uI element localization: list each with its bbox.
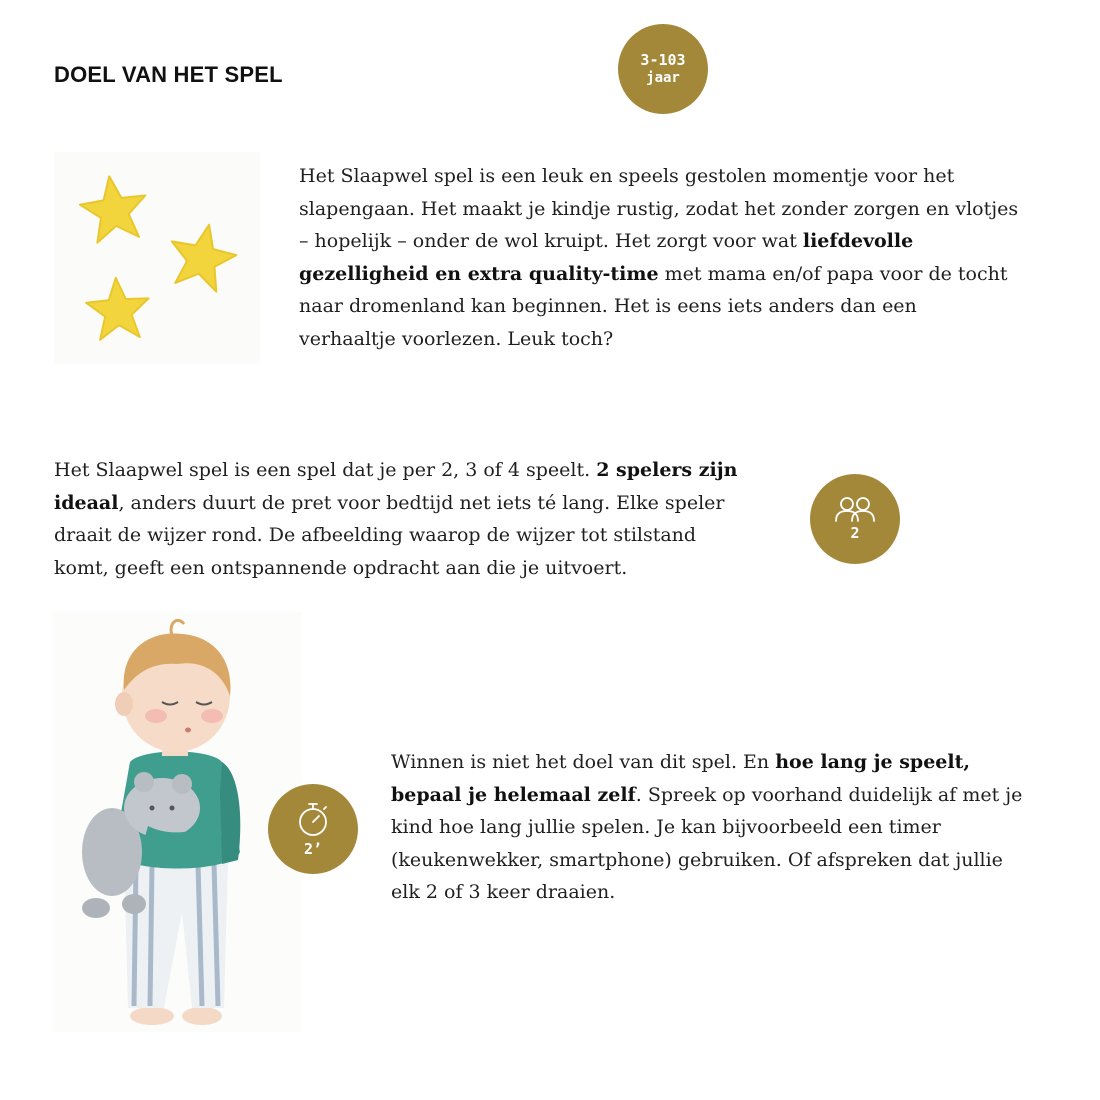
age-badge	[618, 24, 708, 114]
duration-emphasis: hoe lang je speelt, bepaal je helemaal zelf	[391, 751, 970, 806]
players-badge	[810, 474, 900, 564]
players-paragraph: Het Slaapwel spel is een spel dat je per 2, 3 of 4 speelt. 2 spelers zijn ideaal, anders duurt de pret voor bedtijd net iets té lang. Elke speler draait de wijzer rond. De afbeelding waarop de wijzer tot stilstand komt, geeft een ontspannende opdracht aan die je uitvoert.	[54, 459, 738, 579]
stars-illustration	[54, 152, 260, 364]
time-value: 2’	[303, 840, 323, 858]
star-icon	[163, 218, 241, 294]
star-icon	[84, 276, 151, 341]
star-icon	[77, 172, 151, 245]
page-title: DOEL VAN HET SPEL	[54, 62, 283, 87]
sleepy-child-with-teddy-illustration	[52, 612, 302, 1032]
players-emphasis: 2 spelers zijn ideaal	[54, 459, 738, 514]
time-badge	[268, 784, 358, 874]
intro-emphasis: liefdevolle gezelligheid en extra quality-time	[299, 230, 914, 285]
stopwatch-icon	[296, 800, 330, 838]
age-range: 3-103	[640, 51, 686, 69]
age-unit: jaar	[646, 70, 680, 86]
intro-paragraph: Het Slaapwel spel is een leuk en speels gestolen momentje voor het slapengaan. Het maakt je kindje rustig, zodat het zonder zorgen en vlotjes – hopelijk – onder de wol kruipt. Het zorgt voor wat liefdevolle gezelligheid en extra quality-time met mama en/of papa voor de tocht naar dromenland kan beginnen. Het is eens iets anders dan een verhaaltje voorlezen. Leuk toch?	[299, 165, 1019, 350]
players-count: 2	[850, 524, 860, 542]
duration-paragraph: Winnen is niet het doel van dit spel. En hoe lang je speelt, bepaal je helemaal zelf. Spreek op voorhand duidelijk af met je kind hoe lang jullie spelen. Je kan bijvoorbeeld een timer (keukenwekker, smartphone) gebruiken. Of afspreken dat jullie elk 2 of 3 keer draaien.	[391, 751, 1023, 903]
two-people-icon	[833, 496, 877, 522]
